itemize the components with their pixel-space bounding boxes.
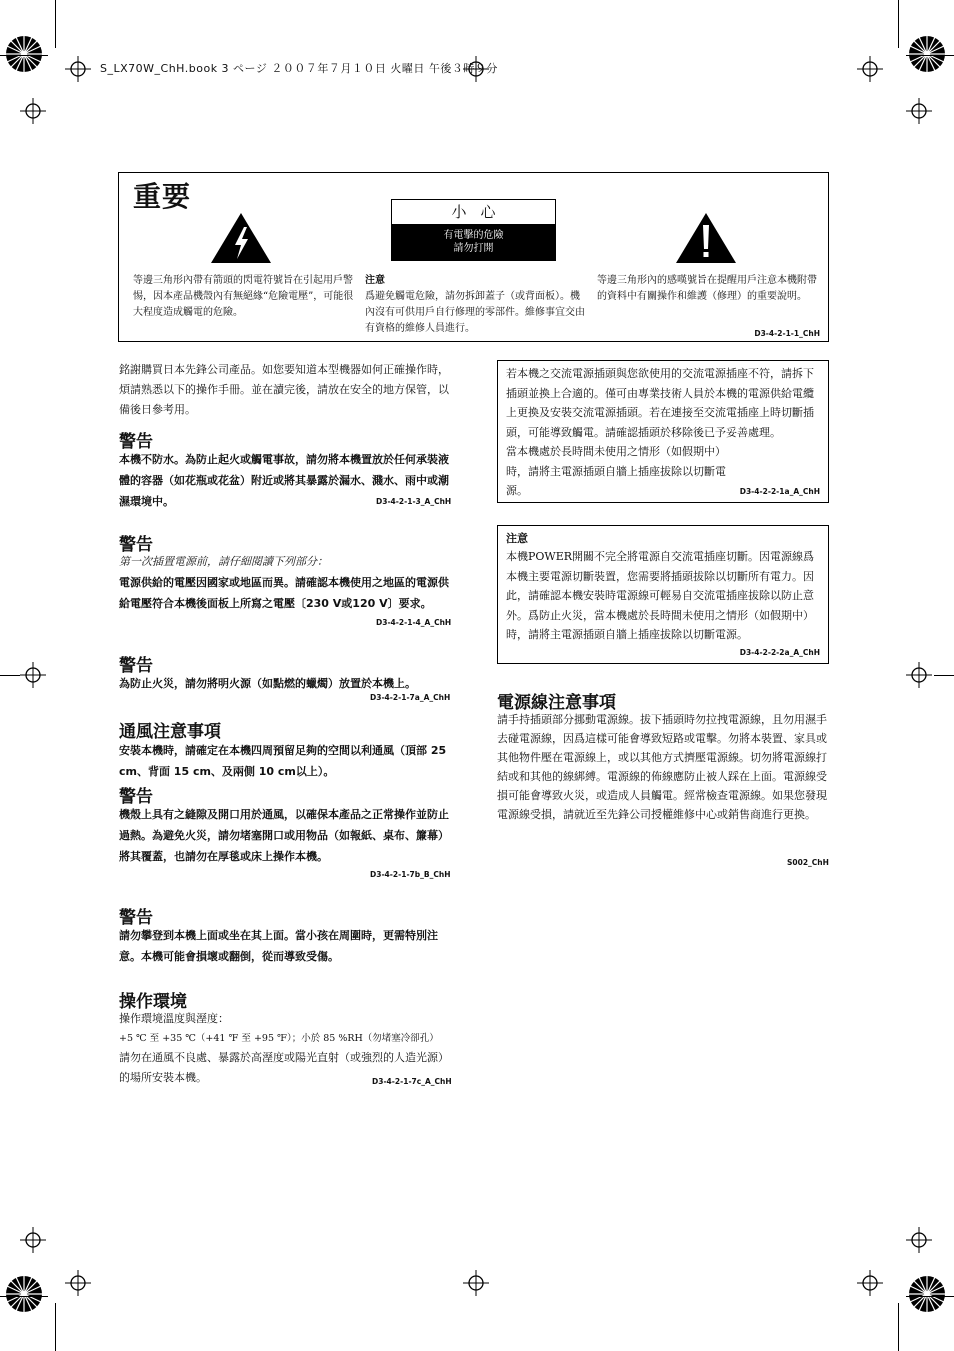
reference-code: S002_ChH [787, 858, 829, 867]
ventilation-warning-text: 機殼上具有之縫隙及開口用於通風，以確保本產品之正常操作並防止過熱。為避免火災，請勿堵塞開口或用物品（如報紙、桌布、簾幕）將其覆蓋，也請勿在厚毯或床上操作本機。 [119, 808, 449, 863]
exclamation-symbol-explanation: 等邊三角形內的感嘆號旨在提醒用戶注意本機附帶的資料中有關操作和維護（修理）的重要說明。 [597, 275, 817, 302]
environment-heading: 操作環境 [119, 992, 187, 1012]
reference-code: D3-4-2-1-4_A_ChH [376, 618, 452, 627]
warning-heading: 警告 [119, 787, 153, 807]
caution-label-text: 有電擊的危險 請勿打開 [392, 225, 555, 260]
crosshair-target-icon [857, 1270, 883, 1296]
reference-code: D3-4-2-1-1_ChH [754, 329, 820, 338]
ventilation-heading: 通風注意事項 [119, 722, 221, 742]
registration-starburst-icon [907, 1274, 947, 1314]
reference-code: D3-4-2-1-7a_A_ChH [370, 693, 451, 702]
warning-heading: 警告 [119, 656, 153, 676]
lightning-warning-icon [209, 211, 273, 265]
warning-heading: 警告 [119, 535, 153, 555]
ac-plug-box [497, 360, 829, 503]
warning-voltage-intro: 第一次插置電源前，請仔細閱讀下列部分： [119, 555, 328, 568]
crosshair-target-icon [463, 1270, 489, 1296]
crosshair-target-icon [65, 1270, 91, 1296]
power-switch-box [497, 525, 829, 664]
ac-plug-text: 若本機之交流電源插頭與您欲使用的交流電源插座不符，請拆下插頭並換上合適的。僅可由專業技術人員於本機的電源供給電纜上更換及安裝交流電源插頭。若在連接至交流電插座上時切斷插頭，可能導致觸電。請確認插頭於移除後已予妥善處理。 當本機處於長時間未使用之情形（如假期中）時，請將主電源插頭自牆上插座拔除以切斷電源。 [506, 367, 814, 497]
crosshair-target-icon [906, 1227, 932, 1253]
registration-starburst-icon [4, 1274, 44, 1314]
environment-label: 操作環境溫度與溼度： [119, 1012, 229, 1025]
crosshair-target-icon [857, 56, 883, 82]
caution-note-text: 爲避免觸電危險，請勿拆卸蓋子（或背面板）。機內沒有可供用戶自行修理的零部件。維修事宜交由有資格的維修人員進行。 [365, 291, 585, 334]
power-switch-label: 注意 [506, 532, 528, 545]
warning-voltage-text: 電源供給的電壓因國家或地區而異。請確認本機使用之地區的電源供給電壓符合本機後面板上所寫之電壓〔230 V或120 V〕要求。 [119, 576, 449, 610]
warning-fire-text: 為防止火災，請勿將明火源（如點燃的蠟燭）放置於本機上。 [119, 677, 416, 690]
reference-code: D3-4-2-1-7c_A_ChH [372, 1077, 452, 1086]
important-box [118, 172, 829, 342]
power-cord-heading: 電源線注意事項 [497, 693, 616, 713]
reference-code: D3-4-2-1-3_A_ChH [376, 497, 452, 506]
environment-range: +5 ℃ 至 +35 ℃（+41 ℉ 至 +95 ℉）；小於 85 %RH（勿堵塞冷卻孔） [119, 1033, 439, 1044]
caution-label-title: 小心 [392, 200, 555, 225]
ventilation-text: 安裝本機時，請確定在本機四周預留足夠的空間以利通風（頂部 25 cm、背面 15 cm、及兩側 10 cm以上）。 [119, 744, 447, 778]
crosshair-target-icon [65, 56, 91, 82]
reference-code: D3-4-2-2-1a_A_ChH [739, 487, 820, 496]
crosshair-target-icon [906, 662, 932, 688]
warning-heading: 警告 [119, 908, 153, 928]
power-cord-text: 請手持插頭部分挪動電源線。拔下插頭時勿拉拽電源線，且勿用濕手去碰電源線，因爲這樣可能會導致短路或電擊。勿將本裝置、家具或其他物件壓在電源線上，或以其他方式擠壓電源線。切勿將電源線打結或和其他的線綁縛。電源線的佈線應防止被人踩在上面。電源線受損可能會導致火災，或造成人員觸電。經常檢查電源線。如果您發現電源線受損，請就近至先鋒公司授權維修中心或銷售商進行更換。 [497, 713, 827, 821]
reference-code: D3-4-2-1-7b_B_ChH [370, 870, 451, 879]
crosshair-target-icon [906, 98, 932, 124]
registration-starburst-icon [4, 34, 44, 74]
reference-code: D3-4-2-2-2a_A_ChH [739, 648, 820, 657]
intro-paragraph: 銘謝購買日本先鋒公司產品。如您要知道本型機器如何正確操作時，煩請熟悉以下的操作手冊。並在讀完後，請放在安全的地方保管，以備後日參考用。 [119, 363, 449, 416]
caution-label [391, 199, 556, 261]
crosshair-target-icon [20, 662, 46, 688]
caution-note [365, 273, 587, 337]
power-switch-text: 本機POWER開關不完全將電源自交流電插座切斷。因電源線爲本機主要電源切斷裝置，您需要將插頭拔除以切斷所有電力。因此，請確認本機安裝時電源線可輕易自交流電插座拔除以防止意外。爲防止火災，當本機處於長時間未使用之情形（如假期中）時，請將主電源插頭自牆上插座拔除以切斷電源。 [506, 550, 815, 641]
warning-water-text: 本機不防水。為防止起火或觸電事故，請勿將本機置放於任何承裝液體的容器（如花瓶或花盆）附近或將其暴露於漏水、濺水、雨中或潮濕環境中。 [119, 453, 449, 508]
registration-starburst-icon [907, 34, 947, 74]
environment-text: 請勿在通風不良處、暴露於高溼度或陽光直射（或強烈的人造光源）的場所安裝本機。 [119, 1051, 449, 1084]
important-title: 重要 [133, 180, 192, 213]
warning-climb-text: 請勿攀登到本機上面或坐在其上面。當小孩在周圍時，更需特別注意。本機可能會損壞或翻倒，從而導致受傷。 [119, 929, 438, 963]
warning-heading: 警告 [119, 432, 153, 452]
book-header-line: S_LX70W_ChH.book 3 ページ ２００７年７月１０日 火曜日 午後３時９分 [100, 62, 498, 75]
crosshair-target-icon [20, 98, 46, 124]
caution-note-label: 注意 [365, 275, 385, 286]
lightning-symbol-explanation: 等邊三角形內帶有箭頭的閃電符號旨在引起用戶警惕，因本產品機殼內有無絕緣“危險電壓”，可能很大程度造成觸電的危險。 [133, 275, 354, 318]
exclamation-warning-icon [674, 211, 738, 265]
crosshair-target-icon [20, 1227, 46, 1253]
